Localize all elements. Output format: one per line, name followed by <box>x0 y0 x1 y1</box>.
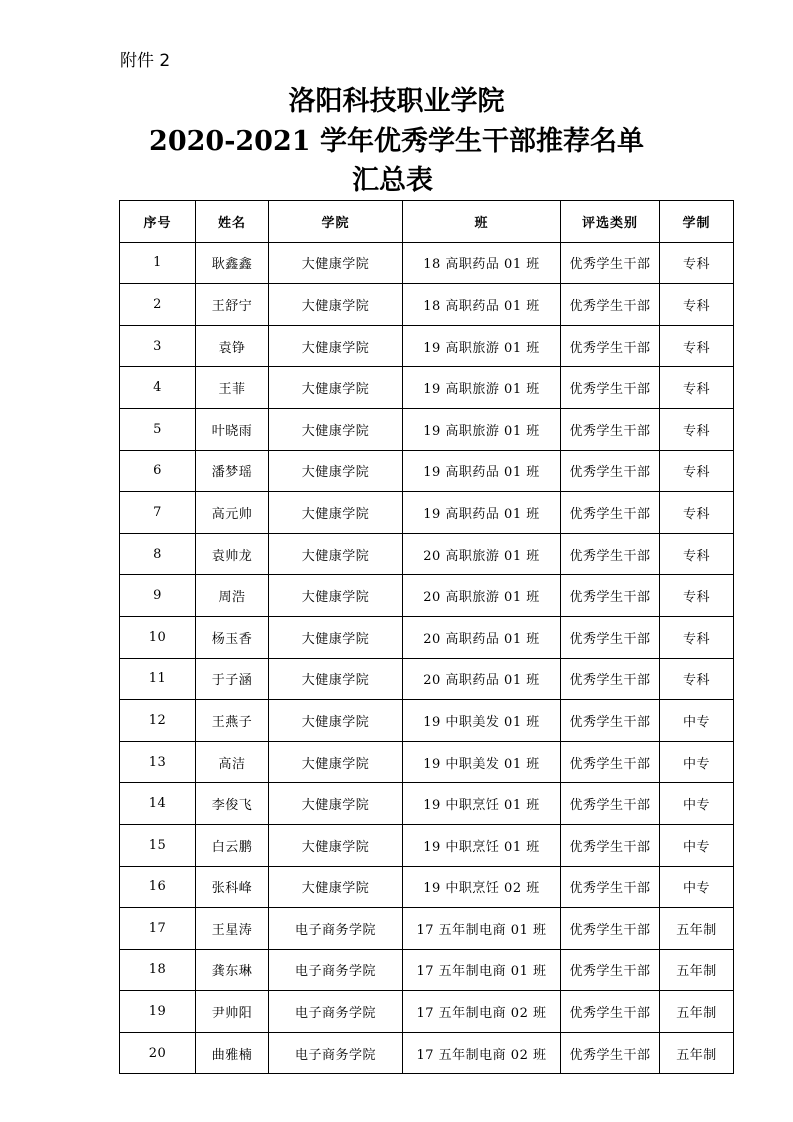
cell-college: 大健康学院 <box>269 783 403 825</box>
cell-program: 专科 <box>660 492 734 534</box>
cell-class: 17 五年制电商 02 班 <box>403 991 561 1033</box>
cell-program: 专科 <box>660 658 734 700</box>
table-row <box>120 658 734 700</box>
cell-index: 16 <box>120 866 196 908</box>
table-row <box>120 1032 734 1074</box>
cell-name: 王燕子 <box>196 700 269 742</box>
cell-category: 优秀学生干部 <box>561 908 660 950</box>
cell-class: 20 高职药品 01 班 <box>403 658 561 700</box>
title-list-name: 2020-2021 学年优秀学生干部推荐名单 <box>149 126 644 157</box>
cell-name: 袁帅龙 <box>196 533 269 575</box>
cell-program: 中专 <box>660 741 734 783</box>
table-header-row <box>120 201 734 243</box>
cell-program: 五年制 <box>660 949 734 991</box>
cell-name: 叶晓雨 <box>196 408 269 450</box>
cell-category: 优秀学生干部 <box>561 575 660 617</box>
cell-class: 19 高职旅游 01 班 <box>403 325 561 367</box>
cell-college: 大健康学院 <box>269 866 403 908</box>
cell-college: 大健康学院 <box>269 367 403 409</box>
cell-college: 大健康学院 <box>269 741 403 783</box>
table-row <box>120 575 734 617</box>
cell-college: 大健康学院 <box>269 658 403 700</box>
cell-index: 19 <box>120 991 196 1033</box>
cell-name: 袁铮 <box>196 325 269 367</box>
cell-class: 17 五年制电商 02 班 <box>403 1032 561 1074</box>
table-row <box>120 492 734 534</box>
table-row <box>120 325 734 367</box>
cell-class: 18 高职药品 01 班 <box>403 284 561 326</box>
cell-class: 18 高职药品 01 班 <box>403 242 561 284</box>
cell-name: 周浩 <box>196 575 269 617</box>
cell-name: 白云鹏 <box>196 824 269 866</box>
cell-class: 20 高职药品 01 班 <box>403 616 561 658</box>
cell-name: 张科峰 <box>196 866 269 908</box>
cell-college: 电子商务学院 <box>269 949 403 991</box>
cell-category: 优秀学生干部 <box>561 866 660 908</box>
attachment-label: 附件 2 <box>120 51 171 71</box>
cell-program: 中专 <box>660 866 734 908</box>
cell-index: 18 <box>120 949 196 991</box>
cell-college: 大健康学院 <box>269 616 403 658</box>
cell-program: 中专 <box>660 824 734 866</box>
cell-category: 优秀学生干部 <box>561 284 660 326</box>
table-row <box>120 450 734 492</box>
cell-college: 大健康学院 <box>269 492 403 534</box>
header-college: 学院 <box>269 201 403 243</box>
cell-category: 优秀学生干部 <box>561 533 660 575</box>
cell-category: 优秀学生干部 <box>561 991 660 1033</box>
header-name: 姓名 <box>196 201 269 243</box>
cell-college: 电子商务学院 <box>269 991 403 1033</box>
table-row <box>120 741 734 783</box>
cell-class: 19 中职烹饪 01 班 <box>403 783 561 825</box>
cell-program: 五年制 <box>660 1032 734 1074</box>
table-row <box>120 949 734 991</box>
cell-name: 耿鑫鑫 <box>196 242 269 284</box>
cell-college: 大健康学院 <box>269 575 403 617</box>
cell-program: 专科 <box>660 325 734 367</box>
cell-index: 13 <box>120 741 196 783</box>
cell-category: 优秀学生干部 <box>561 450 660 492</box>
table-row <box>120 616 734 658</box>
cell-name: 高元帅 <box>196 492 269 534</box>
cell-college: 大健康学院 <box>269 325 403 367</box>
cell-index: 2 <box>120 284 196 326</box>
cell-category: 优秀学生干部 <box>561 824 660 866</box>
cell-index: 1 <box>120 242 196 284</box>
table-row <box>120 783 734 825</box>
cell-index: 14 <box>120 783 196 825</box>
cell-name: 王舒宁 <box>196 284 269 326</box>
cell-index: 4 <box>120 367 196 409</box>
table-row <box>120 533 734 575</box>
cell-class: 19 高职药品 01 班 <box>403 492 561 534</box>
cell-class: 19 中职美发 01 班 <box>403 700 561 742</box>
cell-class: 19 中职美发 01 班 <box>403 741 561 783</box>
cell-category: 优秀学生干部 <box>561 325 660 367</box>
table-row <box>120 408 734 450</box>
table-row <box>120 242 734 284</box>
table-row <box>120 284 734 326</box>
cell-program: 五年制 <box>660 908 734 950</box>
header-program: 学制 <box>660 201 734 243</box>
table-row <box>120 824 734 866</box>
cell-index: 17 <box>120 908 196 950</box>
cell-program: 专科 <box>660 616 734 658</box>
cell-category: 优秀学生干部 <box>561 616 660 658</box>
recommendation-table <box>119 200 734 1074</box>
cell-name: 王菲 <box>196 367 269 409</box>
cell-class: 19 高职旅游 01 班 <box>403 367 561 409</box>
cell-index: 11 <box>120 658 196 700</box>
cell-name: 李俊飞 <box>196 783 269 825</box>
cell-college: 大健康学院 <box>269 533 403 575</box>
cell-college: 电子商务学院 <box>269 1032 403 1074</box>
cell-name: 尹帅阳 <box>196 991 269 1033</box>
cell-category: 优秀学生干部 <box>561 949 660 991</box>
cell-category: 优秀学生干部 <box>561 658 660 700</box>
cell-college: 大健康学院 <box>269 408 403 450</box>
cell-program: 专科 <box>660 450 734 492</box>
cell-name: 龚东琳 <box>196 949 269 991</box>
cell-college: 大健康学院 <box>269 700 403 742</box>
cell-college: 大健康学院 <box>269 824 403 866</box>
header-index: 序号 <box>120 201 196 243</box>
table-row <box>120 700 734 742</box>
cell-index: 20 <box>120 1032 196 1074</box>
cell-program: 专科 <box>660 284 734 326</box>
cell-name: 杨玉香 <box>196 616 269 658</box>
cell-category: 优秀学生干部 <box>561 741 660 783</box>
cell-program: 专科 <box>660 575 734 617</box>
header-class: 班 <box>403 201 561 243</box>
cell-index: 3 <box>120 325 196 367</box>
cell-college: 大健康学院 <box>269 242 403 284</box>
cell-category: 优秀学生干部 <box>561 492 660 534</box>
cell-class: 20 高职旅游 01 班 <box>403 575 561 617</box>
cell-college: 大健康学院 <box>269 284 403 326</box>
cell-index: 12 <box>120 700 196 742</box>
table-row <box>120 991 734 1033</box>
cell-name: 潘梦瑶 <box>196 450 269 492</box>
cell-name: 于子涵 <box>196 658 269 700</box>
table-row <box>120 908 734 950</box>
cell-program: 专科 <box>660 367 734 409</box>
cell-category: 优秀学生干部 <box>561 367 660 409</box>
cell-category: 优秀学生干部 <box>561 783 660 825</box>
cell-program: 专科 <box>660 533 734 575</box>
cell-index: 10 <box>120 616 196 658</box>
cell-program: 专科 <box>660 408 734 450</box>
cell-class: 17 五年制电商 01 班 <box>403 949 561 991</box>
cell-index: 6 <box>120 450 196 492</box>
cell-category: 优秀学生干部 <box>561 1032 660 1074</box>
cell-index: 8 <box>120 533 196 575</box>
cell-class: 20 高职旅游 01 班 <box>403 533 561 575</box>
cell-name: 曲雅楠 <box>196 1032 269 1074</box>
table-row <box>120 367 734 409</box>
table-row <box>120 866 734 908</box>
cell-program: 中专 <box>660 783 734 825</box>
cell-category: 优秀学生干部 <box>561 700 660 742</box>
title-school-name: 洛阳科技职业学院 <box>288 86 505 117</box>
cell-class: 19 中职烹饪 01 班 <box>403 824 561 866</box>
cell-class: 19 中职烹饪 02 班 <box>403 866 561 908</box>
cell-index: 7 <box>120 492 196 534</box>
cell-name: 高洁 <box>196 741 269 783</box>
cell-program: 五年制 <box>660 991 734 1033</box>
cell-class: 19 高职旅游 01 班 <box>403 408 561 450</box>
table-body <box>120 242 734 1074</box>
cell-program: 中专 <box>660 700 734 742</box>
cell-index: 15 <box>120 824 196 866</box>
cell-index: 9 <box>120 575 196 617</box>
title-summary: 汇总表 <box>352 165 433 196</box>
cell-category: 优秀学生干部 <box>561 242 660 284</box>
cell-class: 17 五年制电商 01 班 <box>403 908 561 950</box>
cell-class: 19 高职药品 01 班 <box>403 450 561 492</box>
cell-college: 大健康学院 <box>269 450 403 492</box>
cell-name: 王星涛 <box>196 908 269 950</box>
cell-category: 优秀学生干部 <box>561 408 660 450</box>
cell-index: 5 <box>120 408 196 450</box>
cell-program: 专科 <box>660 242 734 284</box>
header-category: 评选类别 <box>561 201 660 243</box>
cell-college: 电子商务学院 <box>269 908 403 950</box>
